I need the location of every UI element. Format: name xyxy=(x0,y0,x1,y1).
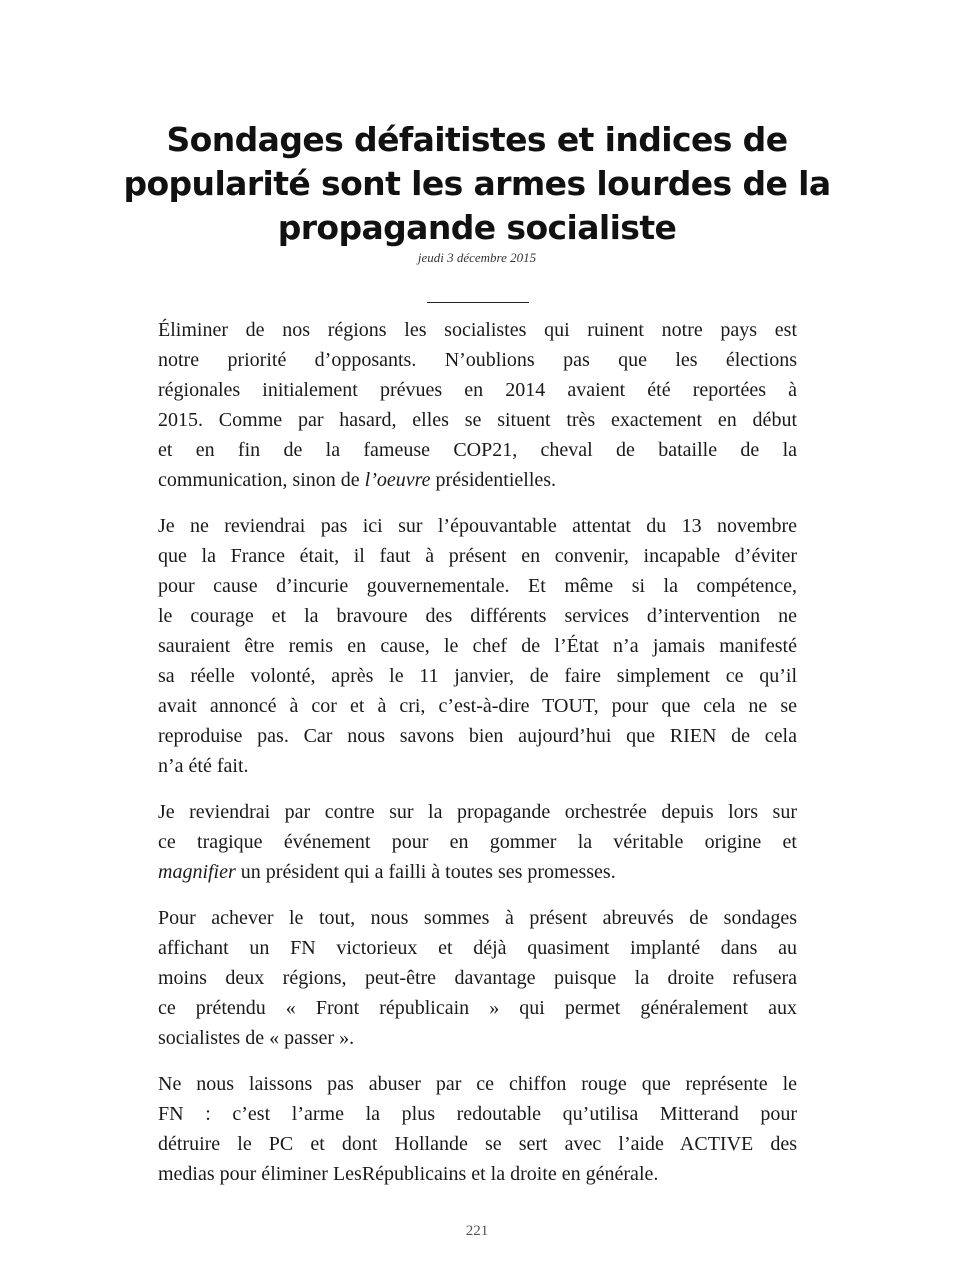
text-line: communication, sinon de l’oeuvre présidentielles. xyxy=(158,469,557,491)
text-line: magnifier un président qui a failli à toutes ses promesses. xyxy=(158,861,616,883)
text-line: pour cause d’incurie gouvernementale. Et même si la compétence, xyxy=(158,575,797,597)
text-line: Pour achever le tout, nous sommes à présent abreuvés de sondages xyxy=(158,907,797,929)
text-line: Je ne reviendrai pas ici sur l’épouvantable attentat du 13 novembre xyxy=(158,515,797,537)
text-line: avait annoncé à cor et à cri, c’est-à-dire TOUT, pour que cela ne se xyxy=(158,695,797,717)
article-date: jeudi 3 décembre 2015 xyxy=(417,250,537,265)
body-paragraph xyxy=(158,1069,797,1189)
title-divider xyxy=(427,302,529,303)
italic-text: l’oeuvre xyxy=(364,469,431,491)
text-line: moins deux régions, peut-être davantage puisque la droite refusera xyxy=(158,967,797,989)
text-line: ce prétendu « Front républicain » qui permet généralement aux xyxy=(158,997,797,1019)
text-line: Je reviendrai par contre sur la propagande orchestrée depuis lors sur xyxy=(158,801,797,823)
text-line: que la France était, il faut à présent en convenir, incapable d’éviter xyxy=(158,545,797,567)
body-paragraph xyxy=(158,315,797,495)
text-line: sauraient être remis en cause, le chef de l’État n’a jamais manifesté xyxy=(158,635,797,657)
text-line: 2015. Comme par hasard, elles se situent très exactement en début xyxy=(158,409,797,431)
title-line: popularité sont les armes lourdes de la xyxy=(123,164,831,203)
text-line: FN : c’est l’arme la plus redoutable qu’utilisa Mitterand pour xyxy=(158,1103,797,1125)
text-line: Éliminer de nos régions les socialistes qui ruinent notre pays est xyxy=(158,319,797,341)
body-paragraph xyxy=(158,511,797,781)
text-line: Ne nous laissons pas abuser par ce chiffon rouge que représente le xyxy=(158,1073,797,1095)
text-line: et en fin de la fameuse COP21, cheval de bataille de la xyxy=(158,439,797,461)
text-line: ce tragique événement pour en gommer la véritable origine et xyxy=(158,831,797,853)
title-line: propagande socialiste xyxy=(277,208,677,247)
article-body xyxy=(158,315,797,1205)
text-line: socialistes de « passer ». xyxy=(158,1027,355,1049)
text-line: n’a été fait. xyxy=(158,755,249,777)
text-line: affichant un FN victorieux et déjà quasiment implanté dans au xyxy=(158,937,797,959)
title-line: Sondages défaitistes et indices de xyxy=(166,120,788,159)
page-number: 221 xyxy=(465,1223,489,1239)
text-line: régionales initialement prévues en 2014 avaient été reportées à xyxy=(158,379,797,401)
text-line: sa réelle volonté, après le 11 janvier, de faire simplement ce qu’il xyxy=(158,665,797,687)
text-line: reproduise pas. Car nous savons bien aujourd’hui que RIEN de cela xyxy=(158,725,797,747)
text-line: détruire le PC et dont Hollande se sert avec l’aide ACTIVE des xyxy=(158,1133,797,1155)
body-paragraph xyxy=(158,903,797,1053)
body-paragraph xyxy=(158,797,797,887)
italic-text: magnifier xyxy=(158,861,236,883)
article-title xyxy=(100,118,854,250)
text-line: medias pour éliminer LesRépublicains et la droite en générale. xyxy=(158,1163,659,1185)
text-line: notre priorité d’opposants. N’oublions pas que les élections xyxy=(158,349,797,371)
text-line: le courage et la bravoure des différents services d’intervention ne xyxy=(158,605,797,627)
